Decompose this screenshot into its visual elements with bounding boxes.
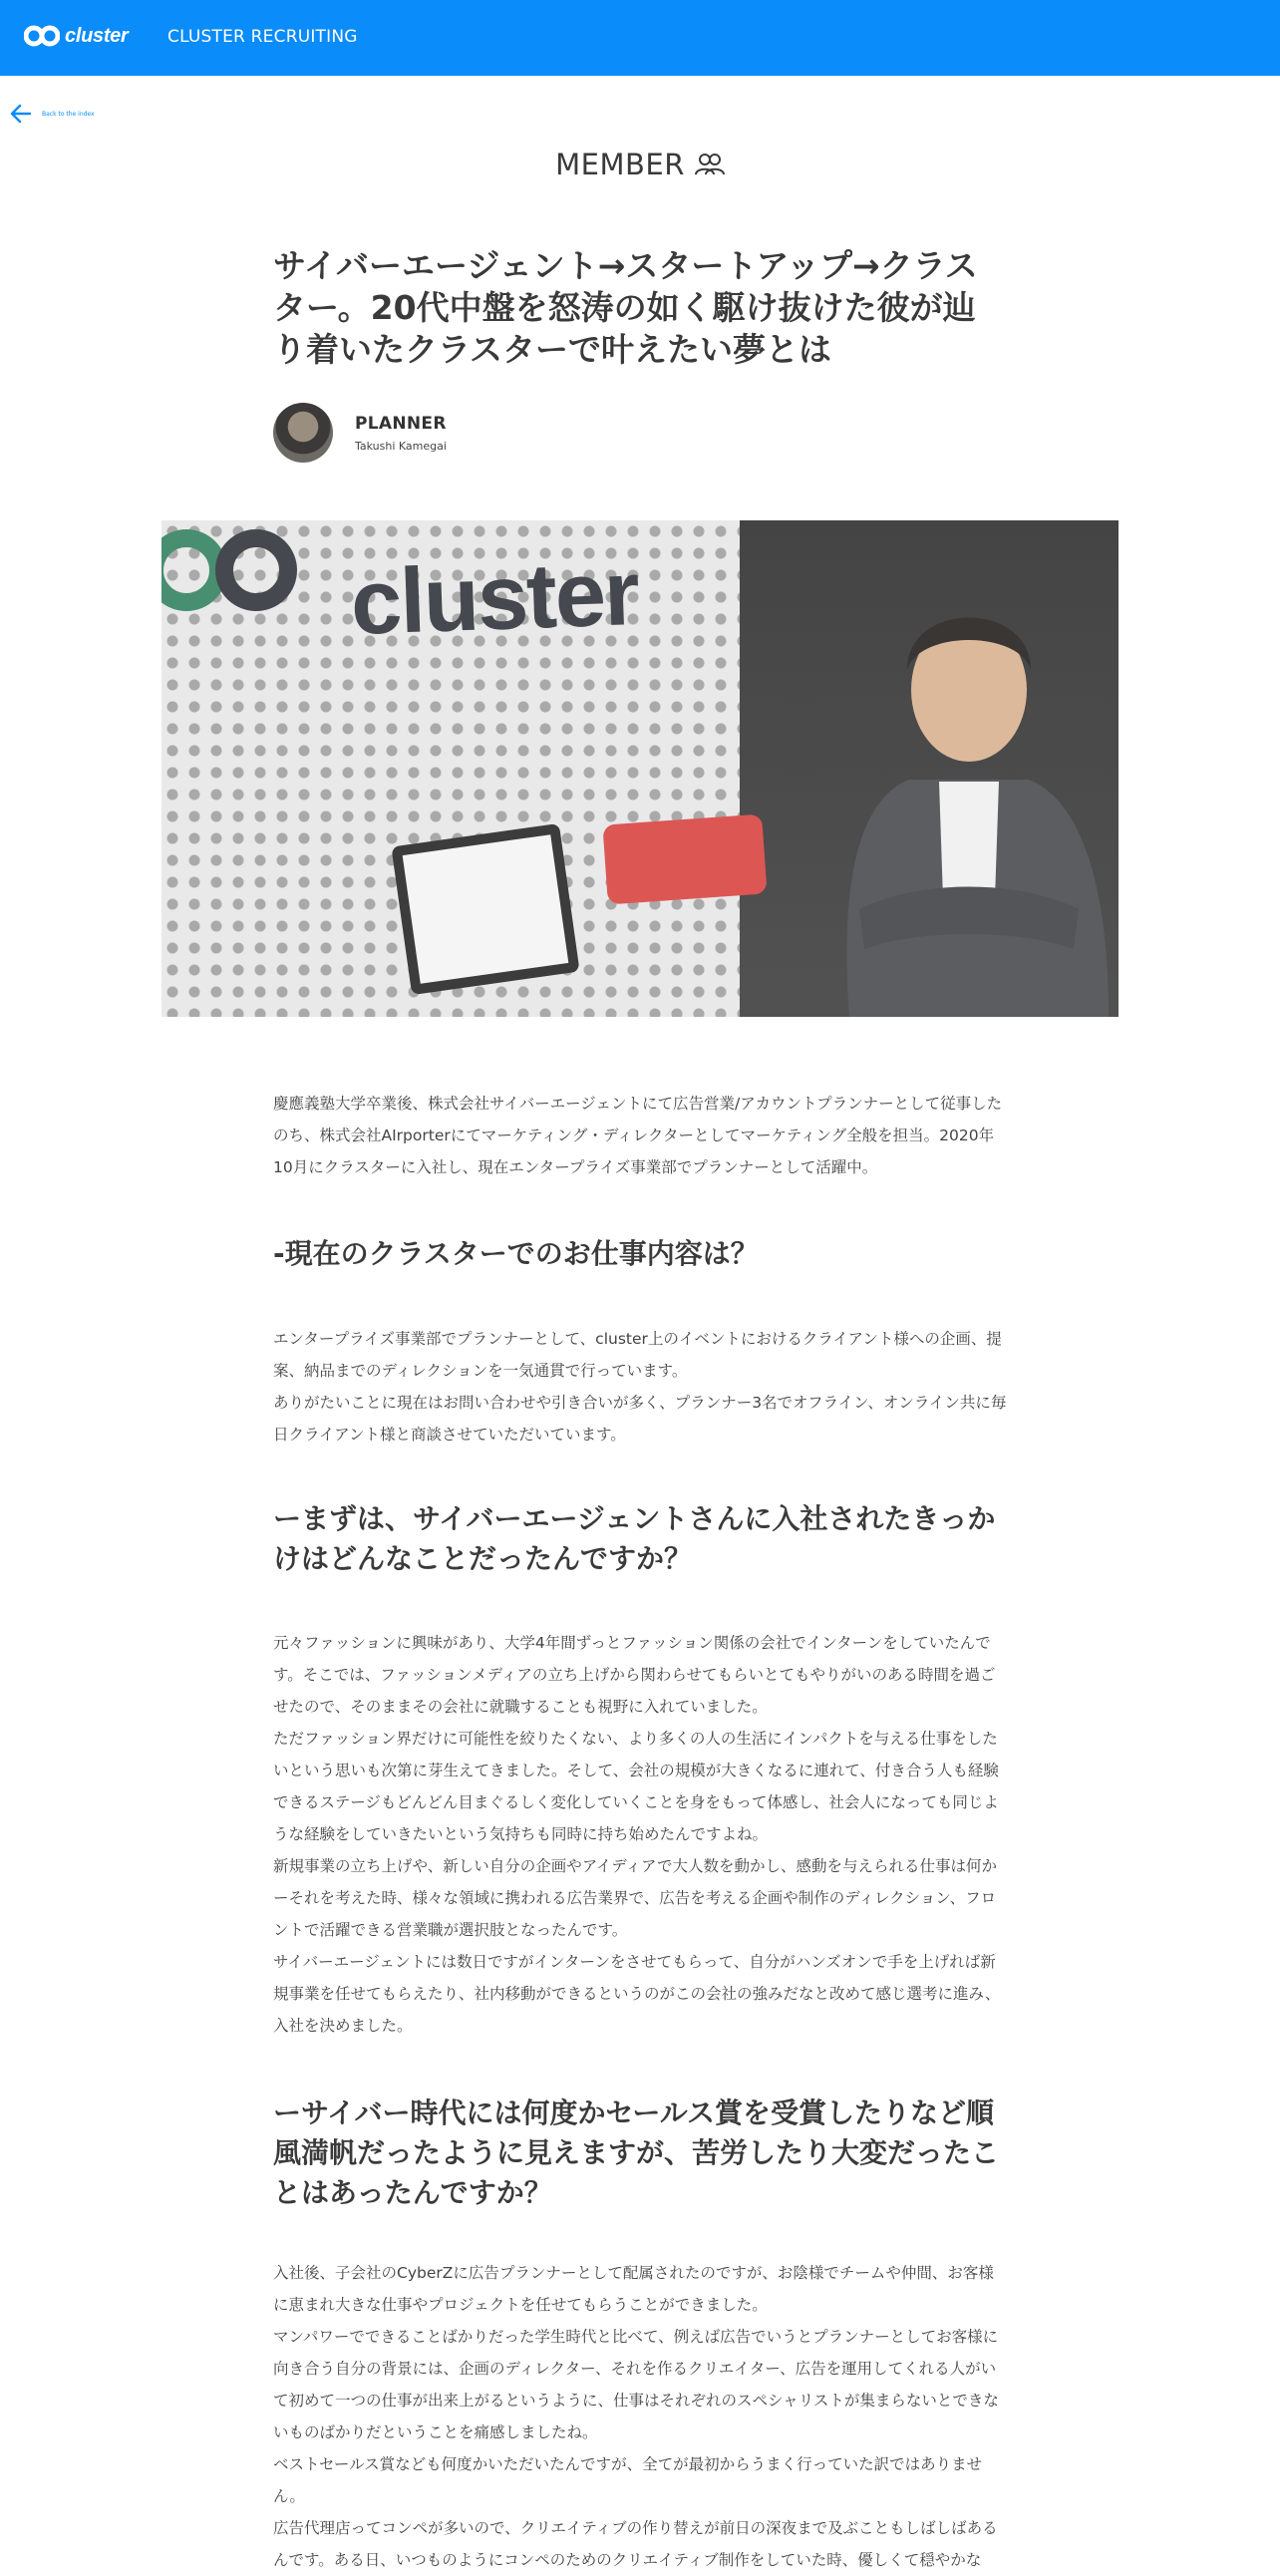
answer-3	[273, 2257, 1007, 2576]
intro-text: 慶應義塾大学卒業後、株式会社サイバーエージェントにて広告営業/アカウントプランナーとして従事したのち、株式会社AIrporterにてマーケティング・ディレクターとしてマーケティング全般を担当。2020年10月にクラスターに入社し、現在エンタープライズ事業部でプランナーとして活躍中。	[273, 1095, 1003, 1176]
answer-1-paragraph: ありがたいことに現在はお問い合わせや引き合いが多く、プランナー3名でオフライン、オンライン共に毎日クライアント様と商談させていただいています。	[273, 1394, 1007, 1444]
author-meta	[355, 414, 447, 453]
cluster-logo[interactable]	[24, 23, 129, 49]
answer-1-paragraph: エンタープライズ事業部でプランナーとして、cluster上のイベントにおけるクライアント様への企画、提案、納品までのディレクションを一気通貫で行っています。	[273, 1330, 1002, 1380]
question-heading-1: -現在のクラスターでのお仕事内容は？	[273, 1237, 759, 1270]
answer-3-paragraph: マンパワーでできることばかりだった学生時代と比べて、例えば広告でいうとプランナーとしてお客様に向き合う自分の背景には、企画のディレクター、それを作るクリエイター、広告を運用してくれる人がいて初めて一つの仕事が出来上がるというように、仕事はそれぞれのスペシャリストが集まらないとできないものばかりだということを痛感しましたね。	[273, 2328, 999, 2441]
question-heading-2: ーまずは、サイバーエージェントさんに入社されたきっかけはどんなことだったんですか？	[273, 1502, 996, 1575]
answer-3-paragraph: ベストセールス賞なども何度かいただいたんですが、全てが最初からうまく行っていた訳ではありません。	[273, 2455, 983, 2505]
answer-2-paragraph: サイバーエージェントには数日ですがインターンをさせてもらって、自分がハンズオンで手を上げれば新規事業を任せてもらえたり、社内移動ができるというのがこの会社の強みだなと改めて感じ選考に進み、入社を決めました。	[273, 1953, 1001, 2035]
answer-1	[273, 1323, 1007, 1450]
answer-2-paragraph: 元々ファッションに興味があり、大学4年間ずっとファッション関係の会社でインターンをしていたんです。そこでは、ファッションメディアの立ち上げから関わらせてもらいとてもやりがいのある時間を過ごせたので、そのままその会社に就職することも視野に入れていました。	[273, 1634, 996, 1716]
question-heading-3: ーサイバー時代には何度かセールス賞を受賞したりなど順風満帆だったように見えますが、苦労したり大変だったことはあったんですか？	[273, 2096, 1000, 2209]
answer-2-paragraph: ただファッション界だけに可能性を絞りたくない、より多くの人の生活にインパクトを与える仕事をしたいという思いも次第に芽生えてきました。そして、会社の規模が大きくなるに連れて、付き合う人も経験できるステージもどんどん目まぐるしく変化していくことを身をもって体感し、社会人になっても同じような経験をしていきたいという気持ちも同時に持ち始めたんですよね。	[273, 1730, 999, 1843]
answer-2	[273, 1627, 1007, 2042]
hero-overlay	[161, 520, 1119, 1017]
cluster-logo-icon	[24, 23, 60, 49]
answer-3-paragraph: 入社後、子会社のCyberZに広告プランナーとして配属されたのですが、お陰様でチームや仲間、お客様に恵まれ大きな仕事やプロジェクトを任せてもらうことができました。	[273, 2264, 994, 2314]
author-name: Takushi Kamegai	[355, 439, 447, 453]
logo-text: cluster	[65, 24, 129, 47]
back-to-index-link[interactable]	[10, 104, 95, 124]
people-icon	[695, 153, 725, 176]
author-role: PLANNER	[355, 413, 447, 434]
hero-image	[161, 520, 1119, 1017]
section-label: MEMBER	[555, 148, 685, 181]
top-header	[0, 0, 1280, 76]
answer-3-paragraph: 広告代理店ってコンペが多いので、クリエイティブの作り替えが前日の深夜まで及ぶこともしばしばあるんです。ある日、いつものようにコンペのためのクリエイティブ制作をしていた時、優しくて穏やかな	[273, 2519, 998, 2569]
answer-2-paragraph: 新規事業の立ち上げや、新しい自分の企画やアイディアで大人数を動かし、感動を与えられる仕事は何かーそれを考えた時、様々な領域に携われる広告業界で、広告を考える企画や制作のディレクション、フロントで活躍できる営業職が選択肢となったんです。	[273, 1857, 998, 1939]
section-heading	[0, 148, 1280, 181]
avatar	[273, 403, 333, 463]
hero-wordmark: cluster	[349, 542, 640, 654]
article-title: サイバーエージェント→スタートアップ→クラスター。20代中盤を怒涛の如く駆け抜けた彼が辿り着いたクラスターで叶えたい夢とは	[273, 246, 978, 369]
author-block	[273, 403, 1007, 463]
recruiting-link[interactable]: CLUSTER RECRUITING	[167, 27, 358, 47]
arrow-left-icon	[10, 104, 32, 124]
back-label: Back to the index	[42, 110, 95, 118]
